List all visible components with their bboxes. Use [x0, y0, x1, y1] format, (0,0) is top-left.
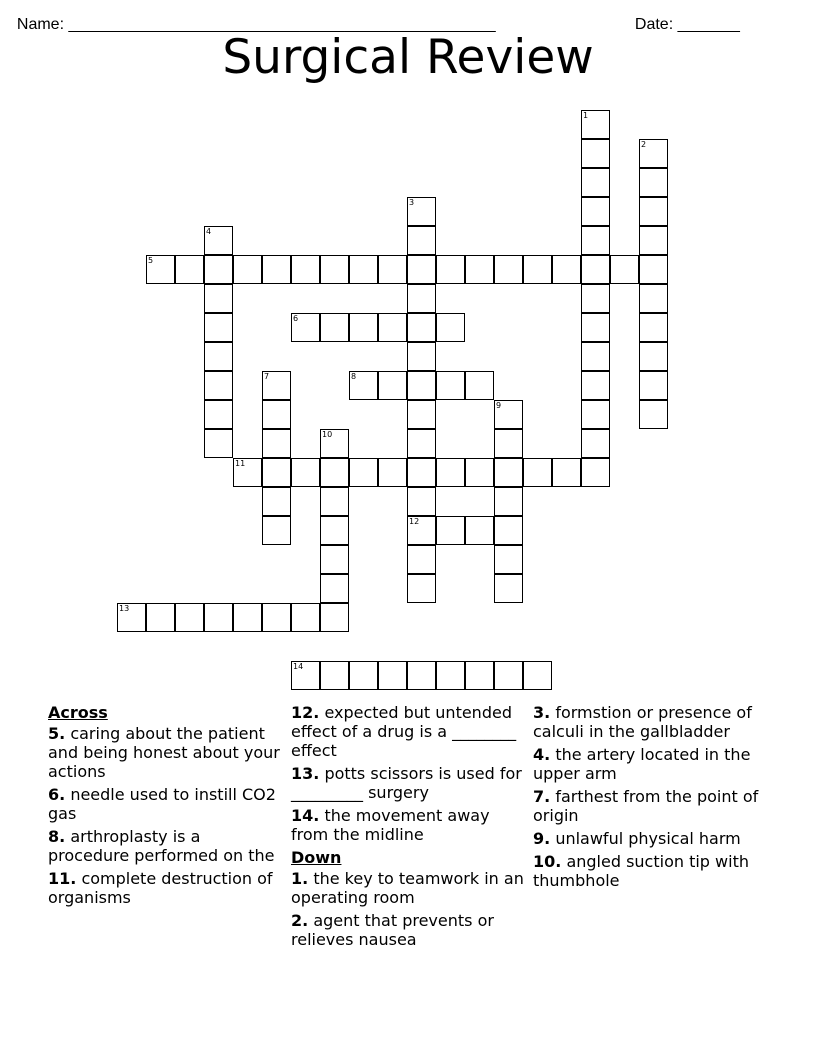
grid-cell[interactable]	[494, 574, 523, 603]
clue-number-label: 3	[409, 198, 415, 207]
grid-cell[interactable]	[494, 661, 523, 690]
date-blank[interactable]: _______	[677, 16, 740, 33]
grid-cell[interactable]	[175, 255, 204, 284]
grid-cell[interactable]	[581, 255, 610, 284]
grid-cell[interactable]	[320, 516, 349, 545]
grid-cell[interactable]	[581, 197, 610, 226]
clue-number: 2.	[291, 911, 309, 930]
clue-text: agent that prevents or relieves nausea	[291, 911, 494, 949]
grid-cell[interactable]	[581, 313, 610, 342]
grid-cell[interactable]	[465, 255, 494, 284]
grid-cell[interactable]	[494, 458, 523, 487]
clue-column-1	[48, 703, 284, 911]
grid-cell[interactable]	[436, 313, 465, 342]
grid-cell[interactable]	[262, 371, 291, 400]
clue-text: unlawful physical harm	[555, 829, 741, 848]
grid-cell[interactable]	[262, 400, 291, 429]
clue-item	[291, 764, 527, 802]
clue-item	[291, 806, 527, 844]
grid-cell[interactable]	[262, 603, 291, 632]
grid-cell[interactable]	[436, 516, 465, 545]
grid-cell[interactable]	[262, 429, 291, 458]
clue-heading-across: Across	[48, 703, 108, 722]
grid-cell[interactable]	[233, 255, 262, 284]
grid-cell[interactable]	[349, 458, 378, 487]
clue-number: 5.	[48, 724, 66, 743]
clue-item	[533, 745, 773, 783]
grid-cell[interactable]	[291, 313, 320, 342]
grid-cell[interactable]	[610, 255, 639, 284]
grid-cell[interactable]	[204, 603, 233, 632]
grid-cell[interactable]	[465, 661, 494, 690]
grid-cell[interactable]	[639, 226, 668, 255]
clue-item	[48, 785, 284, 823]
clue-item	[291, 911, 527, 949]
grid-cell[interactable]	[436, 255, 465, 284]
grid-cell[interactable]	[407, 371, 436, 400]
grid-cell[interactable]	[378, 313, 407, 342]
clue-number-label: 7	[264, 372, 270, 381]
clue-number: 6.	[48, 785, 66, 804]
name-label: Name:	[16, 16, 65, 33]
grid-cell[interactable]	[349, 371, 378, 400]
grid-cell[interactable]	[204, 255, 233, 284]
grid-cell[interactable]	[407, 400, 436, 429]
grid-cell[interactable]	[639, 197, 668, 226]
clue-text: the movement away from the midline	[291, 806, 490, 844]
grid-cell[interactable]	[378, 458, 407, 487]
grid-cell[interactable]	[436, 458, 465, 487]
grid-cell[interactable]	[175, 603, 204, 632]
clue-item	[533, 787, 773, 825]
grid-cell[interactable]	[465, 458, 494, 487]
name-blank[interactable]: ________________________________________________	[68, 16, 496, 33]
clue-number-label: 13	[119, 604, 130, 613]
grid-cell[interactable]	[146, 603, 175, 632]
clue-text: caring about the patient and being honest about your actions	[48, 724, 280, 781]
grid-cell[interactable]	[349, 661, 378, 690]
clue-number-label: 1	[583, 111, 589, 120]
grid-cell[interactable]	[494, 429, 523, 458]
grid-cell[interactable]	[204, 342, 233, 371]
grid-cell[interactable]	[581, 110, 610, 139]
grid-cell[interactable]	[552, 458, 581, 487]
grid-cell[interactable]	[204, 400, 233, 429]
clue-number: 1.	[291, 869, 309, 888]
date-label: Date:	[634, 16, 674, 33]
grid-cell[interactable]	[639, 168, 668, 197]
clue-number-label: 12	[409, 517, 420, 526]
grid-cell[interactable]	[262, 458, 291, 487]
grid-cell[interactable]	[494, 255, 523, 284]
grid-cell[interactable]	[204, 284, 233, 313]
grid-cell[interactable]	[639, 313, 668, 342]
grid-cell[interactable]	[378, 661, 407, 690]
grid-cell[interactable]	[320, 603, 349, 632]
grid-cell[interactable]	[117, 603, 146, 632]
grid-cell[interactable]	[581, 400, 610, 429]
grid-cell[interactable]	[407, 429, 436, 458]
grid-cell[interactable]	[291, 255, 320, 284]
clue-number: 3.	[533, 703, 551, 722]
grid-cell[interactable]	[494, 400, 523, 429]
grid-cell[interactable]	[436, 661, 465, 690]
clue-number: 13.	[291, 764, 320, 783]
grid-cell[interactable]	[378, 371, 407, 400]
grid-cell[interactable]	[407, 342, 436, 371]
grid-cell[interactable]	[320, 574, 349, 603]
clue-text: the artery located in the upper arm	[533, 745, 751, 783]
clue-number-label: 4	[206, 227, 212, 236]
grid-cell[interactable]	[407, 661, 436, 690]
grid-cell[interactable]	[494, 487, 523, 516]
clue-number: 10.	[533, 852, 562, 871]
grid-cell[interactable]	[581, 458, 610, 487]
clue-heading-down: Down	[291, 848, 342, 867]
clue-item	[533, 829, 773, 848]
grid-cell[interactable]	[320, 661, 349, 690]
clue-column-2	[291, 703, 527, 953]
grid-cell[interactable]	[262, 255, 291, 284]
clue-number: 14.	[291, 806, 320, 825]
grid-cell[interactable]	[494, 545, 523, 574]
clue-item	[533, 852, 773, 890]
clue-number: 12.	[291, 703, 320, 722]
grid-cell[interactable]	[523, 255, 552, 284]
grid-cell[interactable]	[407, 458, 436, 487]
clue-text: the key to teamwork in an operating room	[291, 869, 524, 907]
grid-cell[interactable]	[407, 574, 436, 603]
clue-number-label: 2	[641, 140, 647, 149]
grid-cell[interactable]	[581, 168, 610, 197]
grid-cell[interactable]	[465, 516, 494, 545]
grid-cell[interactable]	[233, 603, 262, 632]
grid-cell[interactable]	[204, 313, 233, 342]
clue-text: farthest from the point of origin	[533, 787, 759, 825]
grid-cell[interactable]	[552, 255, 581, 284]
grid-cell[interactable]	[320, 313, 349, 342]
clue-text: angled suction tip with thumbhole	[533, 852, 749, 890]
clue-number-label: 9	[496, 401, 502, 410]
grid-cell[interactable]	[581, 139, 610, 168]
grid-cell[interactable]	[291, 603, 320, 632]
clue-item	[48, 869, 284, 907]
clue-number-label: 8	[351, 372, 357, 381]
clue-text: arthroplasty is a procedure performed on the	[48, 827, 275, 865]
grid-cell[interactable]	[262, 516, 291, 545]
grid-cell[interactable]	[233, 458, 262, 487]
grid-cell[interactable]	[146, 255, 175, 284]
clue-number-label: 5	[148, 256, 154, 265]
grid-cell[interactable]	[320, 429, 349, 458]
clue-text: potts scissors is used for _________ surgery	[291, 764, 522, 802]
grid-cell[interactable]	[320, 255, 349, 284]
grid-cell[interactable]	[320, 545, 349, 574]
grid-cell[interactable]	[523, 458, 552, 487]
clue-number-label: 10	[322, 430, 333, 439]
clue-number-label: 11	[235, 459, 246, 468]
clue-number: 7.	[533, 787, 551, 806]
grid-cell[interactable]	[320, 487, 349, 516]
clue-item	[48, 827, 284, 865]
grid-cell[interactable]	[407, 255, 436, 284]
clue-item	[533, 703, 773, 741]
clue-number: 4.	[533, 745, 551, 764]
clue-number-label: 6	[293, 314, 299, 323]
clue-number: 8.	[48, 827, 66, 846]
grid-cell[interactable]	[639, 342, 668, 371]
grid-cell[interactable]	[378, 255, 407, 284]
grid-cell[interactable]	[349, 255, 378, 284]
clue-text: formstion or presence of calculi in the gallbladder	[533, 703, 752, 741]
grid-cell[interactable]	[291, 458, 320, 487]
grid-cell[interactable]	[639, 284, 668, 313]
clue-number: 11.	[48, 869, 77, 888]
grid-cell[interactable]	[581, 429, 610, 458]
clue-item	[291, 703, 527, 760]
clue-column-3	[533, 703, 773, 894]
grid-cell[interactable]	[349, 313, 378, 342]
grid-cell[interactable]	[639, 400, 668, 429]
clue-text: complete destruction of organisms	[48, 869, 273, 907]
grid-cell[interactable]	[581, 284, 610, 313]
grid-cell[interactable]	[639, 371, 668, 400]
grid-cell[interactable]	[407, 313, 436, 342]
clue-number-label: 14	[293, 662, 304, 671]
clue-item	[48, 724, 284, 781]
grid-cell[interactable]	[407, 487, 436, 516]
page-title: Surgical Review	[222, 30, 594, 85]
grid-cell[interactable]	[407, 545, 436, 574]
grid-cell[interactable]	[465, 371, 494, 400]
grid-cell[interactable]	[581, 342, 610, 371]
clue-number: 9.	[533, 829, 551, 848]
grid-cell[interactable]	[204, 429, 233, 458]
grid-cell[interactable]	[436, 371, 465, 400]
grid-cell[interactable]	[407, 516, 436, 545]
clue-item	[291, 869, 527, 907]
grid-cell[interactable]	[639, 139, 668, 168]
grid-cell[interactable]	[204, 226, 233, 255]
grid-cell[interactable]	[407, 197, 436, 226]
grid-cell[interactable]	[639, 255, 668, 284]
grid-cell[interactable]	[320, 458, 349, 487]
grid-cell[interactable]	[204, 371, 233, 400]
clue-text: expected but untended effect of a drug is a ________ effect	[291, 703, 517, 760]
grid-cell[interactable]	[494, 516, 523, 545]
grid-cell[interactable]	[523, 661, 552, 690]
clue-text: needle used to instill CO2 gas	[48, 785, 276, 823]
grid-cell[interactable]	[407, 284, 436, 313]
grid-cell[interactable]	[581, 226, 610, 255]
grid-cell[interactable]	[581, 371, 610, 400]
grid-cell[interactable]	[262, 487, 291, 516]
grid-cell[interactable]	[407, 226, 436, 255]
grid-cell[interactable]	[291, 661, 320, 690]
